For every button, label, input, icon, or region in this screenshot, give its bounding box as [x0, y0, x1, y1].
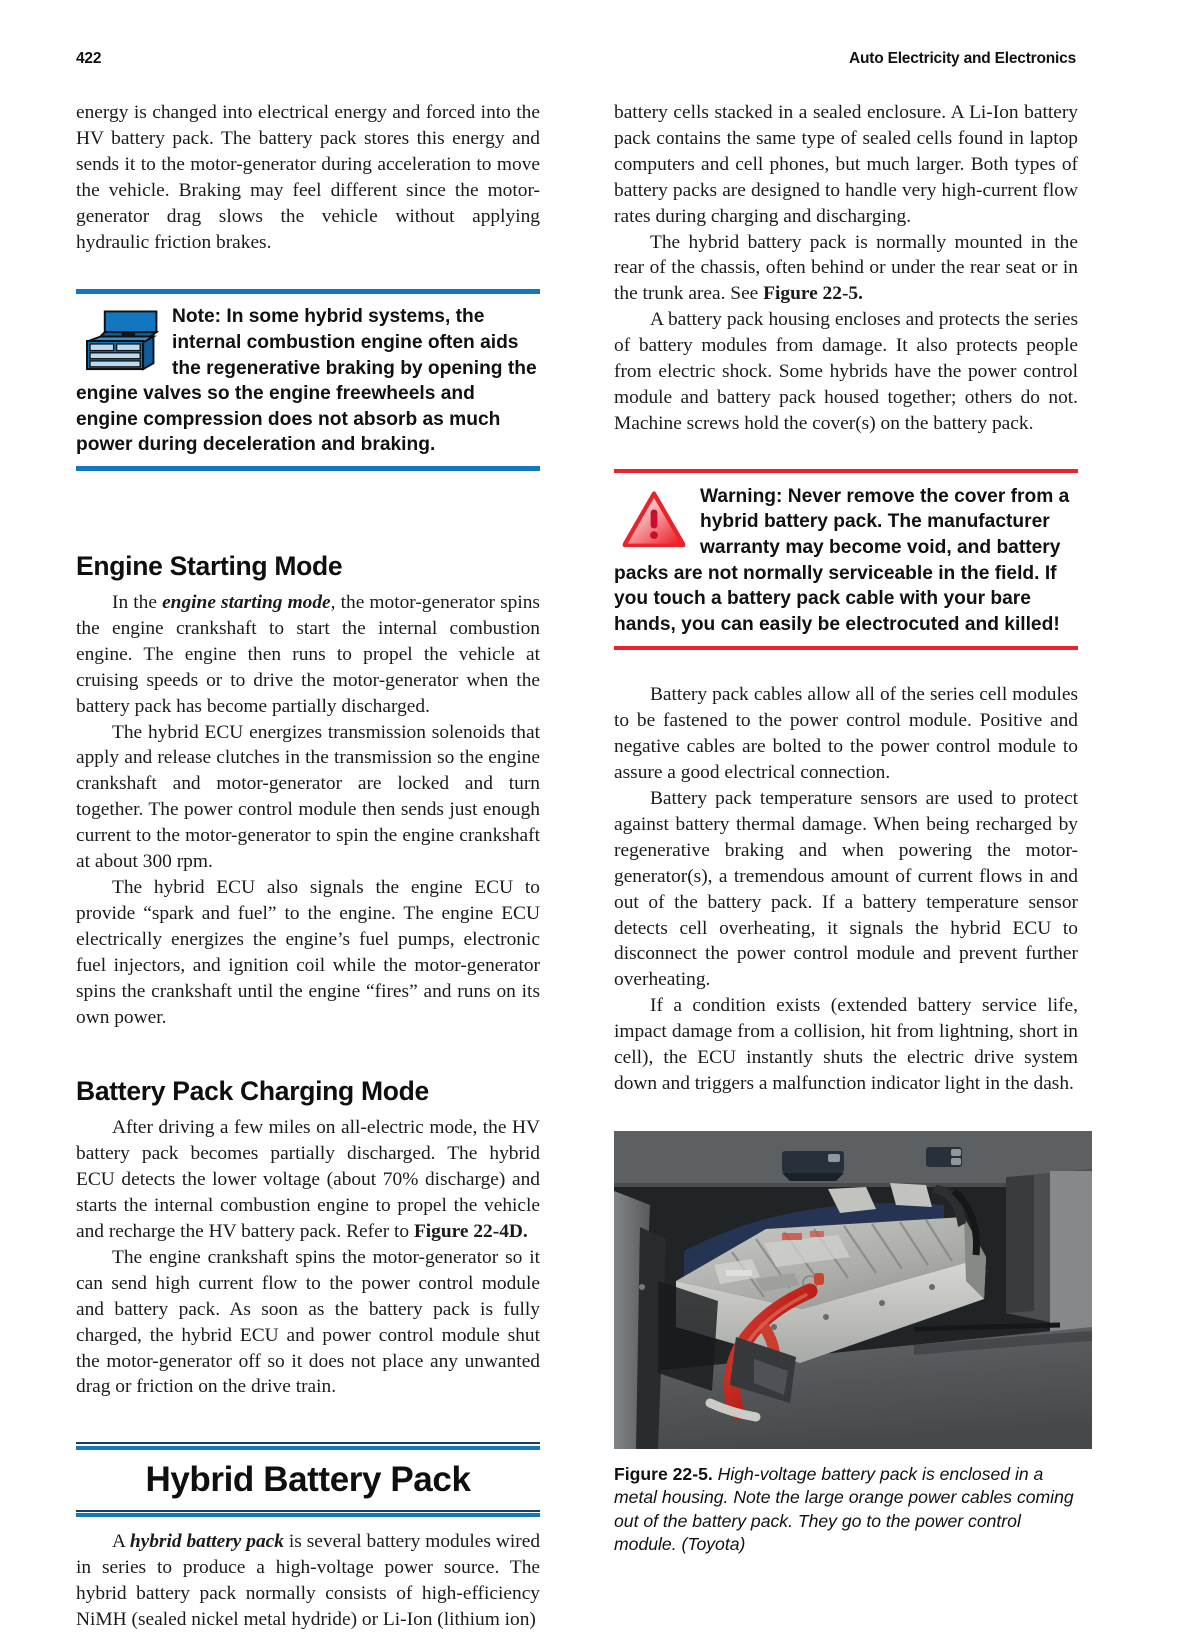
rule-thin — [76, 1442, 540, 1444]
paragraph-hybrid-lead: A — [112, 1531, 130, 1553]
paragraph-continued-right: battery cells stacked in a sealed enclosure. A Li-Ion battery pack contains the same type of sealed cells found in laptop computers and cell phones, but much larger. Both types of battery packs are designed to handle very high-current flow rates during charging and discharging. — [614, 102, 1078, 227]
paragraph-mounted-text: The hybrid battery pack is normally mounted in the rear of the chassis, often behind or under the rear seat or in the trunk area. See — [614, 231, 1078, 305]
heading-hybrid-battery-pack: Hybrid Battery Pack — [145, 1459, 471, 1499]
paragraph-engine-1-rest: , the motor-generator spins the engine crankshaft to start the internal combustion engine. The engine then runs to propel the vehicle at cruising speeds or to drive the motor-generator when the battery pack has become partially discharged. — [76, 592, 540, 717]
paragraph-charging-1-text: After driving a few miles on all-electric mode, the HV battery pack becomes partially discharged. The hybrid ECU detects the lower voltage (about 70% discharge) and starts the internal combustion engine to propel the vehicle and recharge the HV battery pack. Refer to — [76, 1117, 540, 1243]
hybrid-battery-pack-photo — [614, 1131, 1092, 1449]
paragraph-engine-2: The hybrid ECU energizes transmission solenoids that apply and release clutches in the transmission so the engine crankshaft and motor-generator are locked and turn together. The power control module then sends just enough current to the motor-generator to spin the engine crankshaft at about 300 rpm. — [76, 721, 540, 873]
paragraph-charging-2: The engine crankshaft spins the motor-generator so it can send high current flow to the power control module and battery pack. As soon as the battery pack is fully charged, the hybrid ECU and power control module shut the motor-generator off so it does not place any unwanted drag or friction on the drive train. — [76, 1246, 540, 1398]
spacer — [76, 1517, 540, 1529]
warning-rule-bottom — [614, 646, 1078, 650]
figure-reference-22-4d: Figure 22-4D. — [413, 1221, 528, 1243]
paragraph-engine-1 — [76, 590, 540, 720]
paragraph-sensors: Battery pack temperature sensors are used to protect against battery thermal damage. When being recharged by regenerative braking and when powering the motor-generator(s), a tremendous amount of current flows in and out of the battery pack. If a battery temperature sensor detects cell overheating, it signals the hybrid ECU to disconnect the power control module and prevent further overheating. — [614, 787, 1078, 991]
paragraph-cables: Battery pack cables allow all of the series cell modules to be fastened to the power control module. Positive and negative cables are bolted to the power control module to assure a good electrical connection. — [614, 684, 1078, 784]
two-column-layout — [76, 100, 1078, 1633]
figure-caption — [614, 1463, 1078, 1557]
note-body — [76, 294, 540, 466]
paragraph-hybrid-rest: is several battery modules wired in series to produce a high-voltage power source. The hybrid battery pack normally consists of high-efficiency NiMH (sealed nickel metal hydride) or Li-Ion (lithium ion) — [76, 1531, 541, 1631]
heading-battery-pack-charging-mode: Battery Pack Charging Mode — [76, 1076, 429, 1107]
rule-thin — [76, 1510, 540, 1512]
major-heading-block — [76, 1442, 540, 1517]
spacer — [76, 1106, 540, 1115]
right-column — [614, 100, 1078, 1633]
toolbox-icon — [82, 310, 160, 372]
note-text: Note: In some hybrid systems, the internal combustion engine often aids the regenerative braking by opening the engine valves so the engine freewheels and engine compression does not absorb as much power during deceleration and braking. — [76, 306, 537, 456]
page-number: 422 — [76, 50, 102, 67]
term-engine-starting-mode: engine starting mode — [162, 592, 331, 613]
spacer — [76, 581, 540, 590]
book-title: Auto Electricity and Electronics — [848, 50, 1076, 67]
note-box — [76, 289, 540, 471]
spacer — [76, 505, 540, 551]
running-head — [76, 50, 1076, 68]
paragraph-hybrid-definition — [76, 1529, 540, 1633]
major-heading-rule-bottom — [76, 1510, 540, 1518]
figure-caption-label: Figure 22-5. — [614, 1463, 713, 1484]
warning-body — [614, 473, 1078, 647]
warning-text: Warning: Never remove the cover from a hybrid battery pack. The manufacturer warranty may become void, and battery packs are not normally serviceable in the field. If you touch a battery pack cable with your bare hands, you can easily be electrocuted and killed! — [614, 485, 1070, 635]
paragraph-engine-1-lead: In the — [112, 592, 163, 613]
note-rule-bottom — [76, 466, 540, 471]
figure-22-5 — [614, 1131, 1078, 1557]
major-heading-rule-top — [76, 1442, 540, 1450]
paragraph-mounted — [614, 230, 1078, 308]
paragraph-housing: A battery pack housing encloses and protects the series of battery modules from damage. It also protects people from electric shock. Some hybrids have the power control module and battery pack housed together; others do not. Machine screws hold the cover(s) on the battery pack. — [614, 309, 1078, 434]
paragraph-engine-3: The hybrid ECU also signals the engine ECU to provide “spark and fuel” to the engine. The engine ECU electrically energizes the engine’s fuel pumps, electronic fuel injectors, and ignition coil while the motor-generator spins the crankshaft until the engine “fires” and runs on its own power. — [76, 876, 540, 1028]
spacer — [76, 1030, 540, 1076]
figure-reference-22-5: Figure 22-5. — [763, 283, 863, 305]
paragraph-continued-left: energy is changed into electrical energy and forced into the HV battery pack. The battery pack stores this energy and sends it to the motor-generator during acceleration to move the vehicle. Braking may feel different since the motor-generator drag slows the vehicle without applying hydraulic friction brakes. — [76, 102, 540, 253]
heading-engine-starting-mode: Engine Starting Mode — [76, 551, 343, 581]
term-hybrid-battery-pack: hybrid battery pack — [129, 1531, 284, 1553]
warning-box — [614, 469, 1078, 651]
paragraph-condition: If a condition exists (extended battery service life, impact damage from a collision, hit from lightning, short in cell), the ECU instantly shuts the electric drive system down and triggers a malfunction indicator light in the dash. — [614, 995, 1078, 1094]
figure-caption-text: High-voltage battery pack is enclosed in a metal housing. Note the large orange power cables coming out of the battery pack. They go to the power control module. (Toyota) — [614, 1463, 1074, 1555]
left-column — [76, 100, 540, 1633]
paragraph-charging-1 — [76, 1115, 540, 1245]
warning-triangle-icon — [622, 491, 686, 547]
